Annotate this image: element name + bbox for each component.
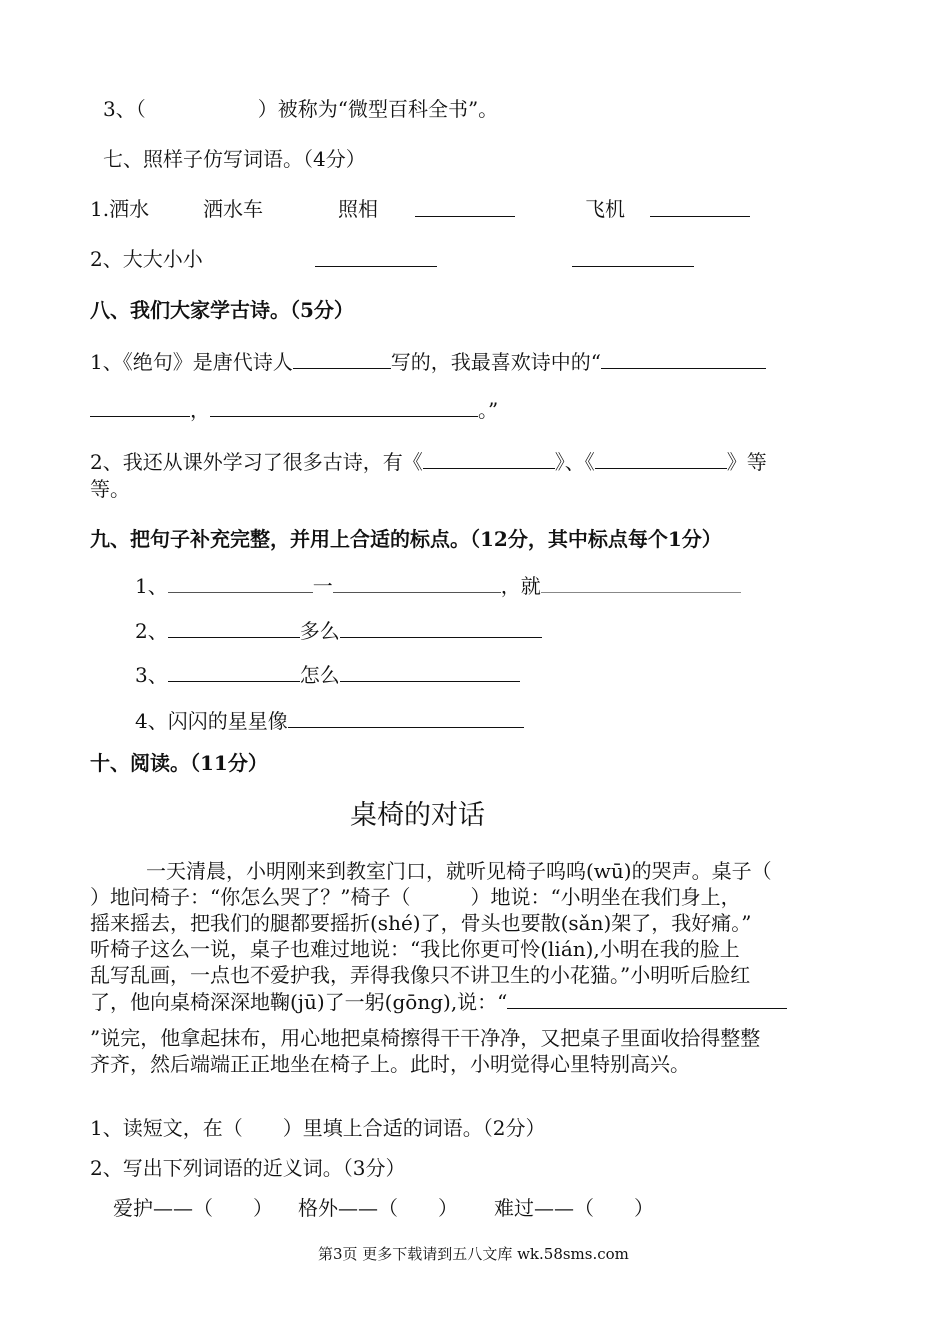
s9-s2-mid: 多么 [299, 619, 340, 643]
q6-item3 [103, 96, 498, 122]
s9-s3-blank2[interactable] [340, 661, 520, 682]
page-footer: 第3页 更多下载请到五八文库 wk.58sms.com [318, 1245, 629, 1263]
section10-heading: 十、阅读。（11分） [90, 751, 268, 775]
reading-q2: 2、写出下列词语的近义词。（3分） [90, 1156, 406, 1180]
s9-s2-blank1[interactable] [168, 617, 300, 638]
s8-q1-c: ， [190, 398, 210, 422]
synonym-1: 爱护——（ ） [113, 1196, 273, 1220]
s8-q2-b: 》、《 [554, 450, 595, 474]
section8-q1-line1 [90, 348, 766, 375]
s8-q2-a: 2、我还从课外学习了很多古诗，有《 [90, 450, 423, 474]
row1-word4: 飞机 [585, 197, 625, 221]
s9-s2-blank2[interactable] [340, 617, 542, 638]
s9-s1-mid: 一 [312, 574, 333, 598]
row1-num: 1. [90, 197, 110, 221]
passage-title: 桌椅的对话 [350, 800, 485, 831]
poem-line-blank1[interactable] [601, 348, 766, 369]
passage-line-6 [90, 988, 787, 1015]
s8-q1-a: 1、《绝句》是唐代诗人 [90, 350, 293, 374]
synonym-2: 格外——（ ） [298, 1196, 458, 1220]
passage-speech-blank[interactable] [507, 988, 787, 1009]
poet-blank[interactable] [293, 348, 391, 369]
s9-s3-blank1[interactable] [168, 661, 300, 682]
row1-word2: 洒水车 [203, 197, 263, 221]
s8-q2-d: 等。 [90, 477, 130, 501]
section7-row1-num-w1 [90, 196, 149, 222]
s9-s1-blank1[interactable] [168, 572, 313, 593]
row1-word1: 洒水 [109, 197, 150, 221]
passage-line-4: 听椅子这么一说，桌子也难过地说：“我比你更可怜(lián),小明在我的脸上 [90, 937, 740, 961]
poem-line-blank2[interactable] [90, 396, 190, 417]
section7-row2 [90, 246, 203, 272]
s9-s1-blank2[interactable] [333, 572, 501, 593]
poem-title-blank2[interactable] [595, 448, 727, 469]
s9-s4-prefix: 4、闪闪的星星像 [135, 709, 288, 733]
passage-line-8: 齐齐，然后端端正正地坐在椅子上。此时，小明觉得心里特别高兴。 [90, 1052, 690, 1076]
synonym-3: 难过——（ ） [494, 1196, 654, 1220]
q6-item3-prefix: 3、（ [103, 97, 146, 121]
s8-q1-d: 。” [478, 398, 499, 422]
section9-s4 [135, 707, 524, 734]
passage-line-7: ”说完，他拿起抹布，用心地把桌椅擦得干干净净，又把桌子里面收拾得整整 [90, 1026, 761, 1050]
reading-q1: 1、读短文，在（ ）里填上合适的词语。（2分） [90, 1116, 546, 1140]
s9-s4-blank[interactable] [288, 707, 524, 728]
s9-s3-num: 3、 [135, 663, 168, 687]
poem-title-blank1[interactable] [423, 448, 555, 469]
row2-num: 2、 [90, 247, 123, 271]
section9-s3 [135, 661, 520, 688]
row2-blank1[interactable] [315, 246, 437, 267]
passage-line-6-text: 了，他向桌椅深深地鞠(jū)了一躬(gōng),说：“ [90, 990, 508, 1014]
q6-item3-suffix: ）被称为“微型百科全书”。 [257, 97, 499, 121]
s9-s2-num: 2、 [135, 619, 168, 643]
s9-s3-mid: 怎么 [299, 663, 340, 687]
s9-s1-blank3[interactable] [541, 572, 741, 593]
passage-line-5: 乱写乱画，一点也不爱护我，弄得我像只不讲卫生的小花猫。”小明听后脸红 [90, 963, 751, 987]
section8-heading: 八、我们大家学古诗。（5分） [90, 298, 354, 322]
section9-s2 [135, 617, 542, 644]
s9-s1-comma: ，就 [500, 574, 541, 598]
row2-blank2[interactable] [572, 246, 694, 267]
row2-word1: 大大小小 [122, 247, 203, 271]
s8-q1-b: 写的，我最喜欢诗中的“ [390, 350, 601, 374]
s8-q2-c: 》等 [726, 450, 767, 474]
section8-q1-line2 [90, 396, 498, 423]
poem-line-blank3[interactable] [210, 396, 478, 417]
section9-heading: 九、把句子补充完整，并用上合适的标点。（12分，其中标点每个1分） [90, 527, 722, 551]
section9-s1 [135, 572, 741, 599]
row1-blank1[interactable] [415, 196, 515, 217]
passage-line-3: 摇来摇去，把我们的腿都要摇折(shé)了，骨头也要散(sǎn)架了，我好痛。” [90, 911, 752, 935]
row1-word3: 照相 [338, 197, 378, 221]
passage-line-1: 一天清晨，小明刚来到教室门口，就听见椅子呜呜(wū)的哭声。桌子（ [146, 859, 772, 883]
row1-blank2[interactable] [650, 196, 750, 217]
section8-q2-line1 [90, 448, 767, 475]
section7-heading: 七、照样子仿写词语。（4分） [103, 147, 366, 171]
s9-s1-num: 1、 [135, 574, 168, 598]
passage-line-2: ）地问椅子：“你怎么哭了？”椅子（ ）地说：“小明坐在我们身上， [90, 885, 741, 909]
